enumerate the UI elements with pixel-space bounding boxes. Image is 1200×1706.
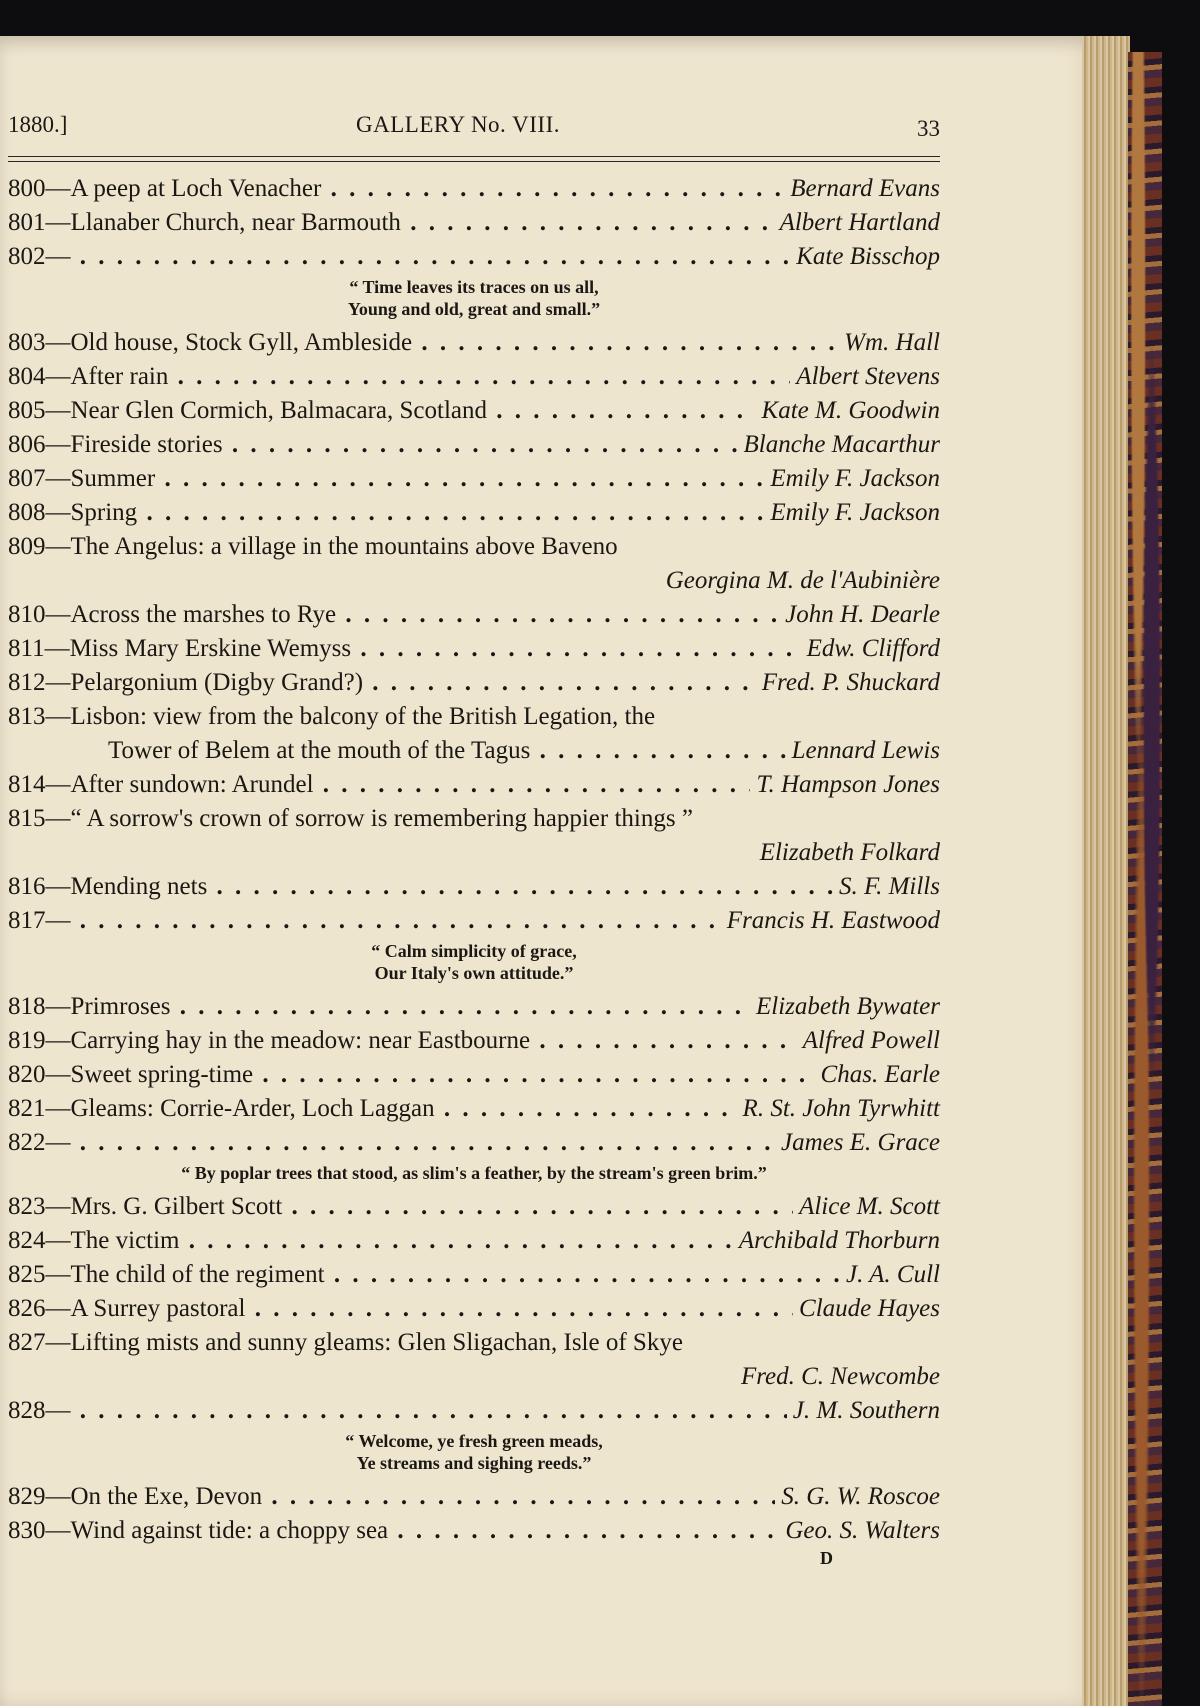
- header-title: GALLERY No. VIII.: [356, 112, 560, 137]
- entry-title-line: [8, 1058, 940, 1092]
- entry-number: 805: [8, 397, 46, 424]
- entry-dash: —: [45, 1295, 71, 1322]
- entry-artist: T. Hampson Jones: [750, 768, 940, 802]
- entry-title-line: [8, 870, 940, 904]
- entry-title: Mrs. G. Gilbert Scott: [70, 1193, 283, 1220]
- entry-artist: Emily F. Jackson: [764, 496, 940, 530]
- entry-title-line: [8, 1326, 940, 1360]
- entry-number: 822: [8, 1129, 46, 1156]
- entry-artist: Georgina M. de l'Aubinière: [665, 567, 940, 594]
- entry-dash: —: [45, 1261, 71, 1288]
- quote-line: “ By poplar trees that stood, as slim's a feather, by the stream's green brim.”: [181, 1163, 767, 1183]
- entry-dash: —: [45, 993, 71, 1020]
- entry-number: 812: [8, 669, 46, 696]
- entry-number: 804: [8, 363, 46, 390]
- catalogue-entry: [8, 598, 940, 632]
- entry-number: 813: [8, 703, 46, 730]
- entry-title: Lisbon: view from the balcony of the British Legation, the: [70, 703, 656, 730]
- entry-number: 800: [8, 175, 46, 202]
- entry-artist: Kate Bisschop: [790, 240, 940, 274]
- header-year: 1880.]: [8, 112, 68, 137]
- quote-line: “ Time leaves its traces on us all,: [349, 277, 599, 297]
- catalogue-entry: [8, 1480, 940, 1514]
- catalogue-entry: [8, 326, 940, 360]
- entry-title: “ A sorrow's crown of sorrow is remembering happier things ”: [70, 805, 693, 832]
- entry-number: 819: [8, 1027, 46, 1054]
- entry-number: 807: [8, 465, 46, 492]
- entry-dash: —: [45, 1095, 71, 1122]
- catalogue-entry: [8, 530, 940, 564]
- entry-dash: —: [45, 1329, 71, 1356]
- entry-title: Lifting mists and sunny gleams: Glen Sligachan, Isle of Skye: [70, 1329, 683, 1356]
- quote-line: Ye streams and sighing reeds.”: [356, 1453, 592, 1473]
- entry-artist: Blanche Macarthur: [738, 428, 940, 462]
- entry-artist: Fred. P. Shuckard: [756, 666, 940, 700]
- entry-dash: —: [45, 1483, 71, 1510]
- entry-dash: —: [45, 243, 71, 270]
- entry-number: 830: [8, 1517, 46, 1544]
- entry-dash: —: [45, 1027, 71, 1054]
- entry-artist: Fred. C. Newcombe: [740, 1363, 940, 1390]
- entry-quote: [8, 1428, 940, 1480]
- entry-dash: —: [45, 533, 71, 560]
- entry-number: 821: [8, 1095, 46, 1122]
- entry-dash: —: [45, 329, 71, 356]
- entry-dash: —: [45, 669, 71, 696]
- entry-number: 828: [8, 1397, 46, 1424]
- entry-dash: —: [44, 635, 70, 662]
- entry-number: 806: [8, 431, 46, 458]
- entry-title: Old house, Stock Gyll, Ambleside: [70, 329, 413, 356]
- catalogue-entry: [8, 1126, 940, 1160]
- entry-dash: —: [45, 601, 71, 628]
- entry-number: 817: [8, 907, 46, 934]
- quote-line: Young and old, great and small.”: [347, 299, 601, 319]
- entry-artist: Alice M. Scott: [793, 1190, 940, 1224]
- signature-mark: D: [820, 1548, 833, 1568]
- header-rule-secondary: [8, 161, 940, 162]
- catalogue-entry: [8, 666, 940, 700]
- entry-artist: Wm. Hall: [838, 326, 940, 360]
- entry-dash: —: [45, 465, 71, 492]
- entry-artist: John H. Dearle: [779, 598, 940, 632]
- entry-title: The victim: [70, 1227, 180, 1254]
- catalogue-entry: [8, 360, 940, 394]
- entry-title: Pelargonium (Digby Grand?): [70, 669, 364, 696]
- catalogue-entry: [8, 904, 940, 938]
- entry-artist: Elizabeth Folkard: [759, 839, 940, 866]
- entry-number: 820: [8, 1061, 46, 1088]
- entry-number: 809: [8, 533, 46, 560]
- entry-title: The Angelus: a village in the mountains above Baveno: [70, 533, 618, 560]
- entry-number: 818: [8, 993, 46, 1020]
- entry-artist: J. A. Cull: [840, 1258, 940, 1292]
- entry-title: After rain: [70, 363, 169, 390]
- catalogue-entry: [8, 632, 940, 666]
- entry-title: Spring: [70, 499, 138, 526]
- catalogue-entry-continued: [8, 734, 940, 768]
- entry-number: 810: [8, 601, 46, 628]
- entry-number: 825: [8, 1261, 46, 1288]
- entry-artist: Chas. Earle: [815, 1058, 940, 1092]
- catalogue-entry: [8, 1258, 940, 1292]
- entry-title-continued: Tower of Belem at the mouth of the Tagus . . .: [8, 734, 940, 768]
- catalogue-entry: [8, 1092, 940, 1126]
- entry-title: Carrying hay in the meadow: near Eastbourne: [70, 1027, 531, 1054]
- entry-artist-line: [8, 1360, 940, 1394]
- page-edges: [1082, 36, 1130, 1706]
- entry-dash: —: [45, 703, 71, 730]
- entry-title: On the Exe, Devon: [70, 1483, 263, 1510]
- entry-artist: James E. Grace: [775, 1126, 940, 1160]
- header-rule: [8, 156, 940, 157]
- catalogue-list: [8, 172, 940, 1548]
- catalogue-entry: [8, 496, 940, 530]
- catalogue-entry: [8, 206, 940, 240]
- entry-title: A Surrey pastoral: [70, 1295, 246, 1322]
- entry-title: Llanaber Church, near Barmouth: [70, 209, 401, 236]
- catalogue-entry: [8, 462, 940, 496]
- entry-dash: —: [45, 397, 71, 424]
- quote-line: “ Calm simplicity of grace,: [371, 941, 577, 961]
- entry-title: Gleams: Corrie-Arder, Loch Laggan: [70, 1095, 435, 1122]
- entry-number: 823: [8, 1193, 46, 1220]
- entry-artist: Francis H. Eastwood: [721, 904, 940, 938]
- entry-artist: S. F. Mills: [833, 870, 940, 904]
- catalogue-entry: [8, 428, 940, 462]
- entry-number: 808: [8, 499, 46, 526]
- catalogue-entry: [8, 1190, 940, 1224]
- entry-dash: —: [45, 175, 71, 202]
- entry-title: Summer: [70, 465, 156, 492]
- entry-title-line: [8, 700, 940, 734]
- entry-title: Primroses: [70, 993, 171, 1020]
- entry-artist: Albert Hartland: [774, 206, 940, 240]
- entry-number: 827: [8, 1329, 46, 1356]
- catalogue-entry: [8, 1292, 940, 1326]
- catalogue-entry: [8, 990, 940, 1024]
- entry-dash: —: [45, 1517, 71, 1544]
- entry-artist: S. G. W. Roscoe: [775, 1480, 940, 1514]
- entry-artist: J. M. Southern: [787, 1394, 940, 1428]
- catalogue-entry: [8, 172, 940, 206]
- entry-number: 826: [8, 1295, 46, 1322]
- catalogue-entry: [8, 1394, 940, 1428]
- entry-dash: —: [45, 907, 71, 934]
- page-header: [8, 100, 940, 140]
- entry-number: 815: [8, 805, 46, 832]
- entry-dash: —: [45, 1061, 71, 1088]
- catalogue-entry: [8, 768, 940, 802]
- entry-title: After sundown: Arundel: [70, 771, 314, 798]
- entry-dash: —: [45, 1227, 71, 1254]
- entry-artist-line: [8, 564, 940, 598]
- quote-line: “ Welcome, ye fresh green meads,: [345, 1431, 603, 1451]
- entry-number: 802: [8, 243, 46, 270]
- entry-dash: —: [45, 805, 71, 832]
- entry-title: Fireside stories: [70, 431, 223, 458]
- entry-dash: —: [45, 209, 71, 236]
- entry-title: A peep at Loch Venacher: [70, 175, 322, 202]
- catalogue-entry: [8, 870, 940, 904]
- catalogue-entry: [8, 700, 940, 734]
- entry-title-line: [8, 802, 940, 836]
- entry-artist: Alfred Powell: [797, 1024, 940, 1058]
- catalogue-entry: [8, 802, 940, 836]
- page-number: 33: [917, 116, 940, 141]
- entry-title-line: [8, 530, 940, 564]
- entry-number: 824: [8, 1227, 46, 1254]
- entry-title: Across the marshes to Rye: [70, 601, 337, 628]
- catalogue-entry: [8, 394, 940, 428]
- catalogue-entry: [8, 1224, 940, 1258]
- marbled-edge: [1128, 52, 1162, 1706]
- entry-title: Mending nets: [70, 873, 208, 900]
- entry-title: Sweet spring-time: [70, 1061, 254, 1088]
- entry-title: Wind against tide: a choppy sea: [70, 1517, 389, 1544]
- entry-number: 829: [8, 1483, 46, 1510]
- entry-quote: [8, 1160, 940, 1190]
- entry-dash: —: [45, 771, 71, 798]
- entry-dash: —: [45, 499, 71, 526]
- entry-artist: Lennard Lewis: [786, 734, 940, 768]
- entry-artist: Claude Hayes: [793, 1292, 940, 1326]
- entry-title-line: [8, 1258, 940, 1292]
- entry-artist: Bernard Evans: [784, 172, 940, 206]
- entry-title-line: [8, 326, 940, 360]
- entry-artist: R. St. John Tyrwhitt: [737, 1092, 940, 1126]
- entry-artist: Emily F. Jackson: [764, 462, 940, 496]
- entry-number: 814: [8, 771, 46, 798]
- entry-artist: Archibald Thorburn: [733, 1224, 940, 1258]
- entry-dash: —: [45, 363, 71, 390]
- entry-number: 811: [8, 635, 45, 662]
- entry-artist: Albert Stevens: [790, 360, 940, 394]
- entry-dash: —: [45, 873, 71, 900]
- entry-number: 801: [8, 209, 46, 236]
- catalogue-entry: [8, 1514, 940, 1548]
- entry-quote: [8, 274, 940, 326]
- entry-artist: Edw. Clifford: [801, 632, 940, 666]
- entry-dash: —: [45, 1397, 71, 1424]
- entry-dash: —: [45, 1129, 71, 1156]
- entry-dash: —: [45, 431, 71, 458]
- entry-artist-line: [8, 836, 940, 870]
- entry-artist: Geo. S. Walters: [779, 1514, 940, 1548]
- catalogue-entry: [8, 1326, 940, 1360]
- entry-dash: —: [45, 1193, 71, 1220]
- entry-title: Near Glen Cormich, Balmacara, Scotland: [70, 397, 488, 424]
- catalogue-entry: [8, 1024, 940, 1058]
- entry-title: The child of the regiment: [70, 1261, 325, 1288]
- quote-line: Our Italy's own attitude.”: [374, 963, 574, 983]
- catalogue-entry: [8, 1058, 940, 1092]
- entry-number: 816: [8, 873, 46, 900]
- entry-artist: Kate M. Goodwin: [756, 394, 940, 428]
- catalogue-entry: [8, 240, 940, 274]
- entry-number: 803: [8, 329, 46, 356]
- entry-artist: Elizabeth Bywater: [750, 990, 940, 1024]
- entry-title: Miss Mary Erskine Wemyss: [69, 635, 352, 662]
- entry-quote: [8, 938, 940, 990]
